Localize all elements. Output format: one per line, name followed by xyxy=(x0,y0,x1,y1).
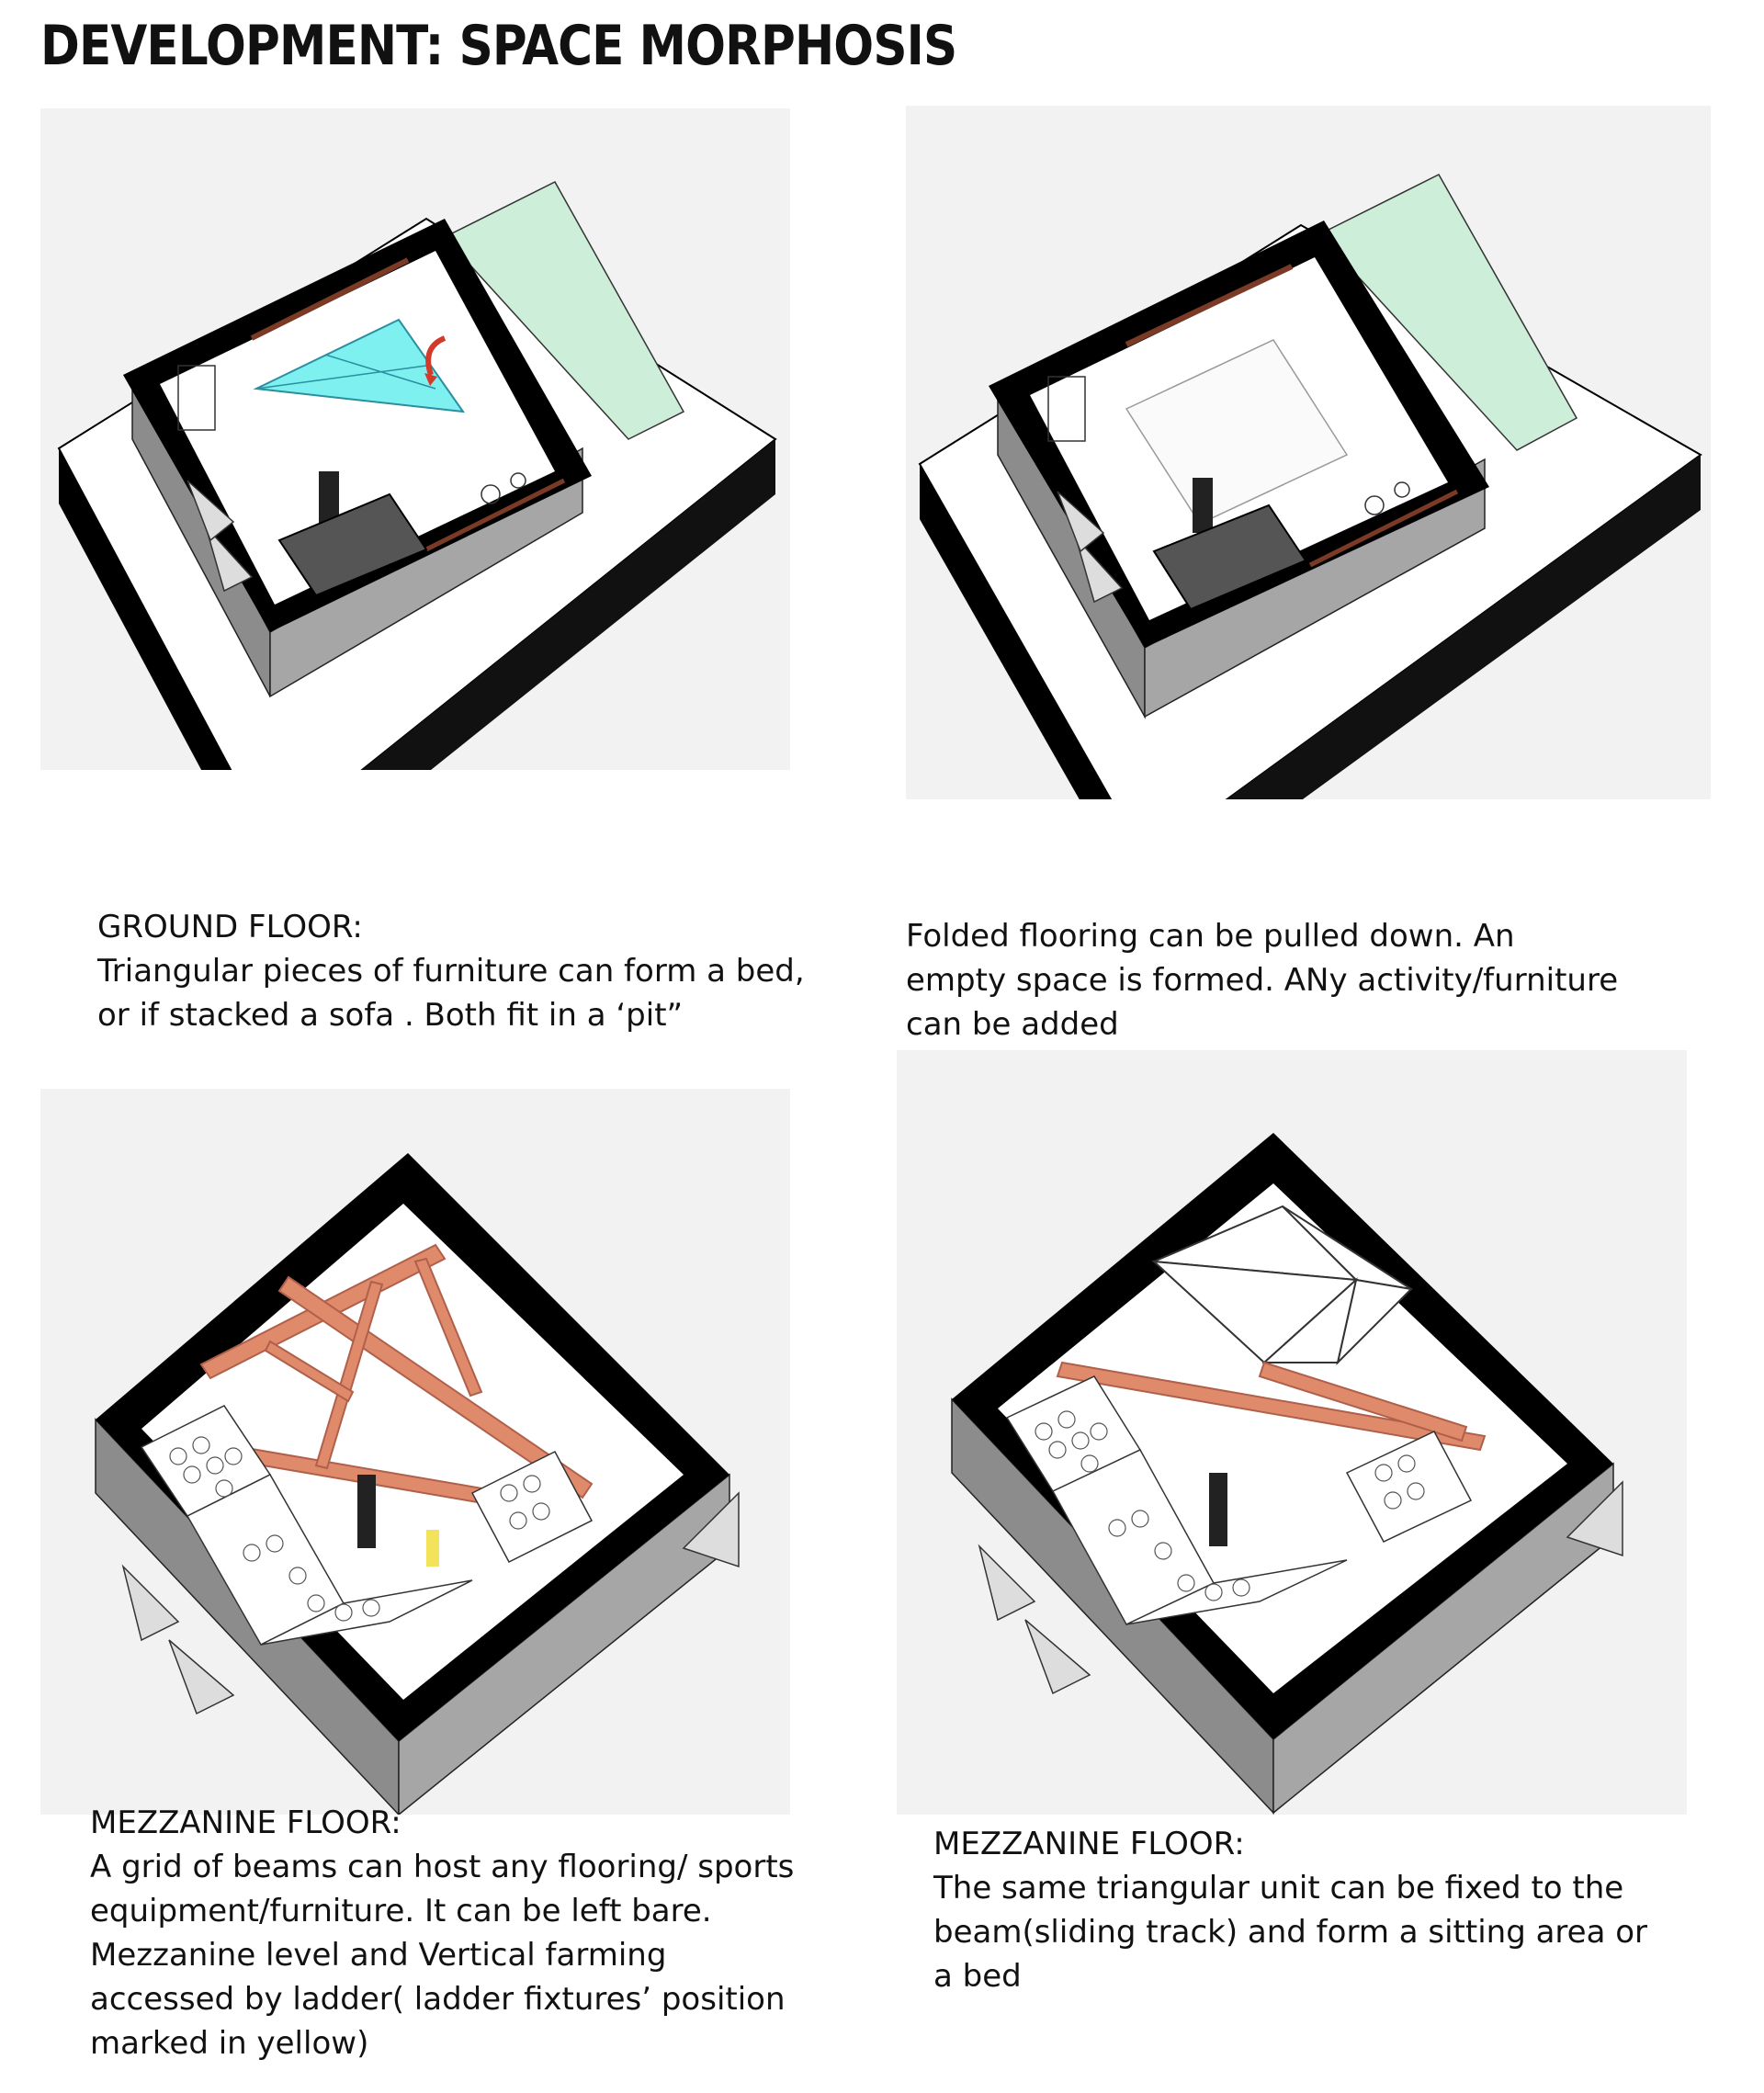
column xyxy=(1209,1473,1227,1546)
caption-line: a bed xyxy=(933,1958,1022,1995)
caption-line: empty space is formed. ANy activity/furniture xyxy=(906,962,1619,999)
caption-empty-space xyxy=(906,914,1619,1046)
caption-line: or if stacked a sofa . Both fit in a ‘pit” xyxy=(97,997,684,1034)
caption-line: MEZZANINE FLOOR: xyxy=(933,1826,1245,1862)
page-title: DEVELOPMENT: SPACE MORPHOSIS xyxy=(40,14,957,78)
mezzanine-triangular-unit-diagram xyxy=(897,1050,1687,1815)
caption-line: The same triangular unit can be fixed to the xyxy=(933,1870,1624,1906)
caption-line: A grid of beams can host any flooring/ sports xyxy=(90,1849,795,1885)
caption-line: GROUND FLOOR: xyxy=(97,909,363,945)
column xyxy=(1193,478,1213,533)
caption-mezzanine-beams xyxy=(90,1801,795,2065)
caption-ground-floor xyxy=(97,905,805,1037)
caption-line: accessed by ladder( ladder fixtures’ position xyxy=(90,1981,786,2018)
caption-line: can be added xyxy=(906,1006,1119,1043)
mezzanine-beams-diagram xyxy=(40,1089,790,1815)
caption-line: equipment/furniture. It can be left bare. xyxy=(90,1893,712,1929)
caption-mezzanine-unit xyxy=(933,1822,1650,1998)
caption-line: beam(sliding track) and form a sitting area or xyxy=(933,1914,1648,1951)
ground-floor-empty-diagram xyxy=(906,106,1711,799)
caption-line: marked in yellow) xyxy=(90,2025,369,2062)
caption-line: Triangular pieces of furniture can form a bed, xyxy=(97,953,805,990)
ladder-fixture xyxy=(426,1530,439,1567)
caption-line: Folded flooring can be pulled down. An xyxy=(906,918,1515,955)
caption-line: MEZZANINE FLOOR: xyxy=(90,1805,401,1841)
ground-floor-bed-diagram xyxy=(40,108,790,770)
column xyxy=(357,1475,376,1548)
caption-line: Mezzanine level and Vertical farming xyxy=(90,1937,667,1974)
